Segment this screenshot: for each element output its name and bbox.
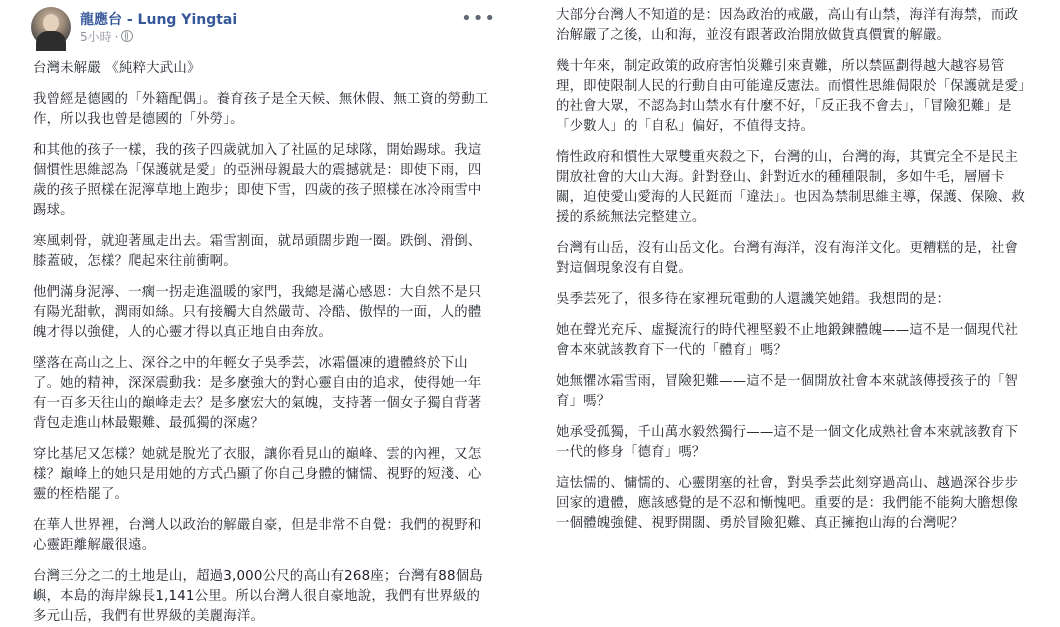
- paragraph: 我曾經是德國的「外籍配偶」。養育孩子是全天候、無休假、無工資的勞動工作，所以我也曾是德國的「外勞」。: [33, 92, 489, 127]
- paragraph: 吳季芸死了，很多待在家裡玩電動的人還譏笑她錯。我想問的是：: [556, 292, 951, 307]
- paragraph: 她在聲光充斥、虛擬流行的時代裡堅毅不止地鍛鍊體魄——這不是一個現代社會本來就該教育下一代的「體育」嗎？: [556, 323, 1019, 358]
- more-options-button[interactable]: •••: [461, 8, 496, 29]
- meta-separator: ·: [114, 30, 119, 44]
- paragraph: 這怯懦的、慵懦的、心靈閉塞的社會，對吳季芸此刻穿過高山、越過深谷步步回家的遺體，應該感覺的是不忍和慚愧吧。重要的是：我們能不能夠大膽想像一個體魄強健、視野開闊、勇於冒險犯難、真正擁抱山海的台灣呢？: [556, 476, 1019, 531]
- avatar-face: [43, 14, 59, 32]
- paragraph: 她無懼冰霜雪雨，冒險犯難——這不是一個開放社會本來就該傳授孩子的「智育」嗎？: [556, 374, 1019, 409]
- paragraph: 他們滿身泥濘、一瘸一拐走進溫暖的家門，我總是滿心感恩：大自然不是只有陽光甜軟，潤雨如絲。只有接觸大自然嚴苛、冷酷、傲悍的一面，人的體魄才得以強健，人的心靈才得以真正地自由奔放。: [33, 285, 482, 340]
- post-column-left: [0, 0, 530, 624]
- paragraph: 台灣三分之二的土地是山，超過3,000公尺的高山有268座；台灣有88個島嶼，本島的海岸線長1,141公里。所以台灣人很自豪地說，我們有世界級的多元山岳，我們有世界級的美麗海洋。: [33, 569, 483, 624]
- post-meta: [80, 28, 133, 45]
- avatar[interactable]: [31, 7, 71, 47]
- paragraph: 穿比基尼又怎樣？她就是脫光了衣服，讓你看見山的巔峰、雲的內裡，又怎樣？巔峰上的她只是用她的方式凸顯了你自己身體的慵懦、視野的短淺、心靈的桎梏罷了。: [33, 447, 482, 502]
- post-time[interactable]: 5小時: [80, 30, 112, 44]
- paragraph: 台灣有山岳，沒有山岳文化。台灣有海洋，沒有海洋文化。更糟糕的是，社會對這個現象沒有自覺。: [556, 241, 1019, 276]
- paragraph: 大部分台灣人不知道的是：因為政治的戒嚴，高山有山禁，海洋有海禁，而政治解嚴了之後，山和海，並沒有跟著政治開放做貨真價實的解嚴。: [556, 8, 1019, 43]
- paragraph: 惰性政府和慣性大眾雙重夾殺之下，台灣的山，台灣的海，其實完全不是民主開放社會的大山大海。針對登山、針對近水的種種限制，多如牛毛，層層卡關，迫使愛山愛海的人民鋌而「違法」。也因為禁制思維主導，保護、保險、救援的系統無法完整建立。: [556, 150, 1025, 225]
- post-body-left: [0, 59, 530, 627]
- paragraph: 和其他的孩子一樣，我的孩子四歲就加入了社區的足球隊，開始踢球。我這個慣性思維認為「保護就是愛」的亞洲母親最大的震撼就是：即使下雨，四歲的孩子照樣在泥濘草地上跑步；即使下雪，四歲的孩子照樣在冰冷雨雪中踢球。: [33, 143, 482, 218]
- paragraph: 幾十年來，制定政策的政府害怕災難引來責難，所以禁區劃得越大越容易管理，即使限制人民的行動自由可能違反憲法。而慣性思維侷限於「保護就是愛」的社會大眾，不認為封山禁水有什麼不好，「反正我不會去」，「冒險犯難」是「少數人」的「自私」偏好，不值得支持。: [556, 59, 1025, 134]
- paragraph: 寒風刺骨，就迎著風走出去。霜雪割面，就昂頭闊步跑一圈。跌倒、滑倒、膝蓋破，怎樣？爬起來往前衝啊。: [33, 234, 482, 269]
- paragraph: 在華人世界裡，台灣人以政治的解嚴自豪，但是非常不自覺：我們的視野和心靈距離解嚴很遠。: [33, 518, 482, 553]
- post-column-right: [536, 0, 1060, 596]
- post-header: [0, 0, 530, 50]
- paragraph: 墜落在高山之上、深谷之中的年輕女子吳季芸，冰霜僵凍的遺體終於下山了。她的精神，深深震動我：是多麼強大的對心靈自由的追求，使得她一年有一百多天往山的巔峰走去？是多麼宏大的氣魄，支持著一個女子獨自背著背包走進山林最艱難、最孤獨的深處？: [33, 356, 482, 431]
- avatar-body: [36, 31, 66, 51]
- post-body-right: [536, 6, 1060, 534]
- author-name[interactable]: 龍應台 - Lung Yingtai: [80, 12, 238, 28]
- paragraph: 她承受孤獨，千山萬水毅然獨行——這不是一個文化成熟社會本來就該教育下一代的修身「德育」嗎？: [556, 425, 1019, 460]
- globe-icon[interactable]: [121, 30, 133, 42]
- post-title: 台灣未解嚴 《純粹大武山》: [33, 61, 201, 76]
